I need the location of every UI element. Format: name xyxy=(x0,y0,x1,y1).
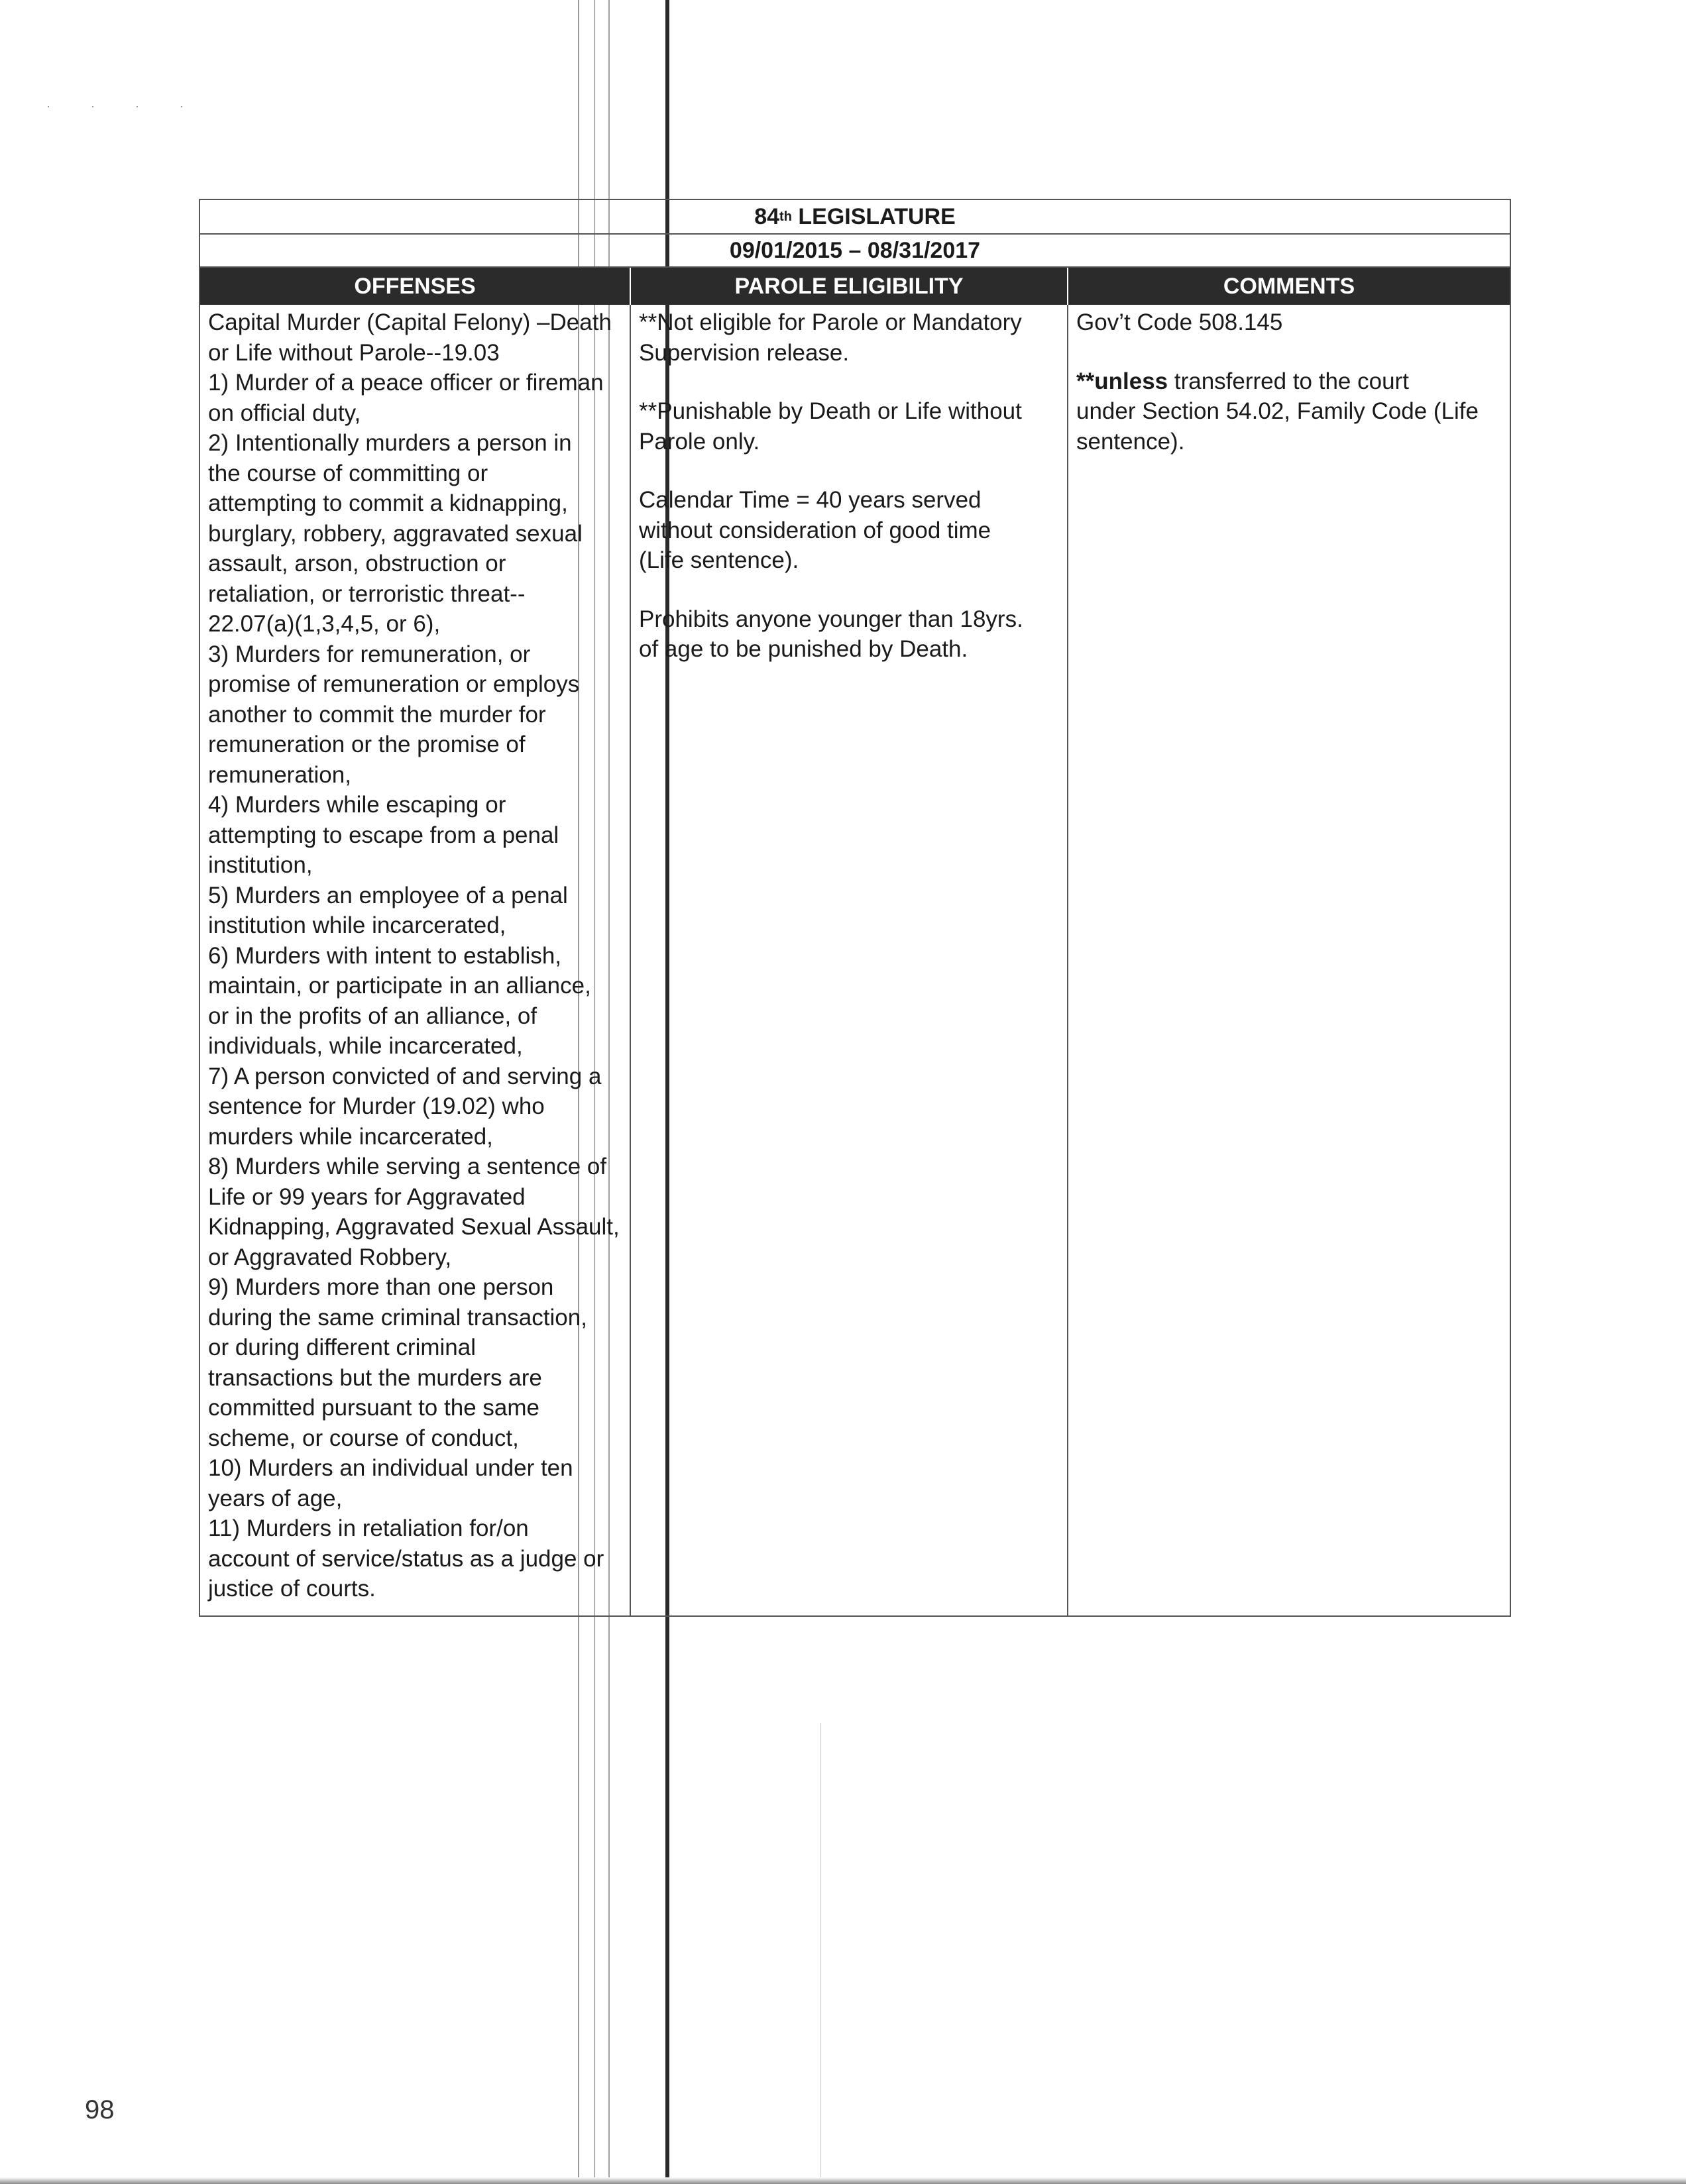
comment-gov-code: Gov’t Code 508.145 xyxy=(1076,309,1283,335)
offense-line: the course of committing or xyxy=(208,460,488,486)
parole-note-age-restriction: Prohibits anyone younger than 18yrs. of age to be punished by Death. xyxy=(639,606,1023,662)
offense-line: sentence for Murder (19.02) who xyxy=(208,1093,545,1119)
offense-line: 4) Murders while escaping or xyxy=(208,792,506,818)
date-range xyxy=(200,235,1510,268)
offense-line: or Aggravated Robbery, xyxy=(208,1244,452,1270)
scan-specks: · · · · xyxy=(46,99,202,113)
comments-cell xyxy=(1068,305,1510,1615)
offense-line: maintain, or participate in an alliance, xyxy=(208,973,591,999)
offense-line: Life or 99 years for Aggravated xyxy=(208,1183,526,1210)
offense-line: during the same criminal transaction, xyxy=(208,1304,587,1331)
offense-line: retaliation, or terroristic threat-- xyxy=(208,580,526,607)
offense-line: 22.07(a)(1,3,4,5, or 6), xyxy=(208,611,441,637)
legislature-number: 84 xyxy=(754,203,780,229)
offense-line: 6) Murders with intent to establish, xyxy=(208,942,562,969)
offense-line: or in the profits of an alliance, of xyxy=(208,1003,537,1029)
offense-line: 10) Murders an individual under ten xyxy=(208,1455,573,1481)
parole-eligibility-cell xyxy=(631,305,1068,1615)
comment-transfer: **unless transferred to the court under Section 54.02, Family Code (Life sentence). xyxy=(1076,368,1479,455)
offense-line: another to commit the murder for xyxy=(208,701,546,728)
offense-line: attempting to escape from a penal xyxy=(208,822,559,848)
page-number: 98 xyxy=(85,2095,115,2124)
column-header-row xyxy=(200,268,1510,305)
offense-line: 11) Murders in retaliation for/on xyxy=(208,1515,529,1541)
offense-line: attempting to commit a kidnapping, xyxy=(208,490,568,516)
offense-line: Capital Murder (Capital Felony) –Death xyxy=(208,309,612,335)
offenses-cell xyxy=(200,305,631,1615)
offense-line: burglary, robbery, aggravated sexual xyxy=(208,520,583,547)
offense-line: murders while incarcerated, xyxy=(208,1123,493,1150)
legislature-label: LEGISLATURE xyxy=(798,203,956,229)
scan-artifact-line xyxy=(820,1723,821,2184)
offense-line: remuneration or the promise of xyxy=(208,732,526,757)
offense-line: scheme, or course of conduct, xyxy=(208,1425,519,1451)
date-range-text: 09/01/2015 – 08/31/2017 xyxy=(729,237,981,263)
offense-line: 5) Murders an employee of a penal xyxy=(208,882,568,908)
offense-line: institution while incarcerated, xyxy=(208,912,506,938)
offense-line: 7) A person convicted of and serving a xyxy=(208,1063,602,1089)
offense-line: years of age, xyxy=(208,1485,343,1511)
parole-note-punishable: **Punishable by Death or Life without Parole only. xyxy=(639,398,1022,455)
offense-line: 3) Murders for remuneration, or xyxy=(208,641,531,667)
offense-line: individuals, while incarcerated, xyxy=(208,1033,523,1059)
offense-line: 2) Intentionally murders a person in xyxy=(208,430,572,456)
comment-unless-bold: **unless xyxy=(1076,368,1168,394)
parole-eligibility-header: PAROLE ELIGIBILITY xyxy=(631,268,1068,305)
offenses-header: OFFENSES xyxy=(200,268,631,305)
table-row xyxy=(200,305,1510,1615)
offense-line: justice of courts. xyxy=(208,1576,376,1602)
offense-line: account of service/status as a judge or xyxy=(208,1545,604,1572)
offense-line: Kidnapping, Aggravated Sexual Assault, xyxy=(208,1214,620,1240)
offense-line: transactions but the murders are xyxy=(208,1364,542,1391)
offense-line: assault, arson, obstruction or xyxy=(208,551,506,576)
offense-line: on official duty, xyxy=(208,400,361,426)
offense-line: or Life without Parole--19.03 xyxy=(208,339,500,366)
offense-line: 1) Murder of a peace officer or fireman xyxy=(208,370,604,396)
offense-line: 9) Murders more than one person xyxy=(208,1274,554,1300)
offense-line: or during different criminal xyxy=(208,1335,476,1360)
comments-header: COMMENTS xyxy=(1223,273,1355,299)
offense-line: institution, xyxy=(208,852,313,878)
legislature-ordinal: th xyxy=(779,209,792,224)
parole-note-not-eligible: **Not eligible for Parole or Mandatory Supervision release. xyxy=(639,309,1022,366)
legislature-title xyxy=(200,200,1510,235)
offense-line: 8) Murders while serving a sentence of xyxy=(208,1154,607,1179)
parole-note-calendar-time: Calendar Time = 40 years served without consideration of good time (Life sentence). xyxy=(639,487,991,573)
offense-line: remuneration, xyxy=(208,761,351,788)
legislature-table xyxy=(199,199,1511,1617)
offense-line: promise of remuneration or employs xyxy=(208,671,580,697)
offense-line: committed pursuant to the same xyxy=(208,1395,539,1421)
scan-bottom-edge xyxy=(0,2177,1686,2184)
